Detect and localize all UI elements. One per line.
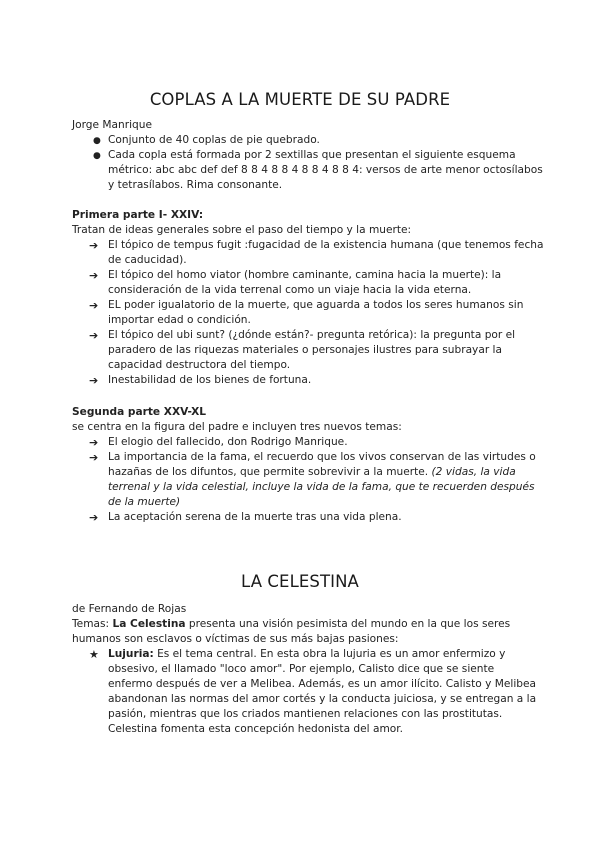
part1-intro: Tratan de ideas generales sobre el paso del tiempo y la muerte:: [72, 224, 412, 236]
list-item: ★ Lujuria: Es el tema central. En esta obra la lujuria es un amor enfermizo y obsesivo, el llamado "loco amor". Por ejemplo, Calisto dice que se siente enfermo después de ver a Melibea. Además, es un amor ilícito. Calisto y Melibea abandonan las normas del amor cortés y la conducta juiciosa, y se entregan a la pasión, mientras que los criados mantienen relaciones con las prostitutas. Celestina fomenta esta concepción hedonista del amor.: [89, 648, 537, 735]
part2-intro: se centra en la figura del padre e incluyen tres nuevos temas:: [72, 421, 402, 433]
list-item: ● Cada copla está formada por 2 sextillas que presentan el siguiente esquema métrico: abc abc def def 8 8 4 8 8 4 8 8 4 8 8 4: versos de arte menor octosílabos y tetrasílabos. Rima consonante.: [93, 149, 543, 191]
author-line: de Fernando de Rojas: [72, 603, 187, 615]
arrow-icon: ➔: [89, 329, 99, 342]
part2-heading: Segunda parte XXV-XL: [72, 406, 207, 418]
temas-paragraph: Temas: La Celestina presenta una visión pesimista del mundo en la que los seres humanos son esclavos o víctimas de sus más bajas pasiones:: [72, 618, 511, 645]
list-item: ➔ La aceptación serena de la muerte tras una vida plena.: [89, 511, 402, 524]
temas-list: [88, 647, 538, 737]
list-item: ➔ Inestabilidad de los bienes de fortuna.: [89, 374, 312, 387]
arrow-icon: ➔: [89, 451, 99, 464]
star-icon: ★: [89, 648, 99, 661]
list-item: ➔ El tópico del ubi sunt? (¿dónde están?- pregunta retórica): la pregunta por el paradero de las riquezas materiales o personajes ilustres para subrayar la capacidad destructora del tiempo.: [89, 329, 516, 371]
arrow-icon: ➔: [89, 374, 99, 387]
bullet-dot-icon: ●: [93, 136, 101, 146]
arrow-icon: ➔: [89, 269, 99, 282]
bullet-list: [90, 133, 550, 193]
arrow-icon: ➔: [89, 239, 99, 252]
part1-heading: Primera parte I- XXIV:: [72, 209, 204, 221]
part2-list: [88, 435, 548, 525]
list-item: ➔ El tópico de tempus fugit :fugacidad de la existencia humana (que tenemos fecha de caducidad).: [89, 239, 544, 266]
author-line: Jorge Manrique: [72, 119, 152, 131]
section-title-coplas: COPLAS A LA MUERTE DE SU PADRE: [149, 90, 451, 109]
list-item: ● Conjunto de 40 coplas de pie quebrado.: [90, 133, 550, 148]
arrow-icon: ➔: [89, 299, 99, 312]
list-item: ➔ La importancia de la fama, el recuerdo que los vivos conservan de las virtudes o hazañas de los difuntos, que permite sobrevivir a la muerte. (2 vidas, la vida terrenal y la vida celestial, incluye la vida de la fama, que te recuerden después de la muerte): [89, 451, 536, 508]
section-title-celestina: LA CELESTINA: [241, 572, 359, 591]
work-name: La Celestina: [112, 618, 186, 630]
list-item: ➔ EL poder igualatorio de la muerte, que aguarda a todos los seres humanos sin importar edad o condición.: [89, 299, 524, 326]
list-item: ➔ El tópico del homo viator (hombre caminante, camina hacia la muerte): la consideración de la vida terrenal como un viaje hacia la vida eterna.: [89, 269, 502, 296]
arrow-icon: ➔: [89, 511, 99, 524]
lujuria-label: Lujuria:: [108, 648, 154, 660]
part1-list: [88, 238, 548, 388]
bullet-dot-icon: ●: [93, 151, 101, 161]
arrow-icon: ➔: [89, 436, 99, 449]
fame-note: (2 vidas, la vida terrenal y la vida celestial, incluye la vida de la fama, que te recuerden después de la muerte): [108, 466, 535, 508]
list-item: ➔ El elogio del fallecido, don Rodrigo Manrique.: [89, 436, 348, 449]
